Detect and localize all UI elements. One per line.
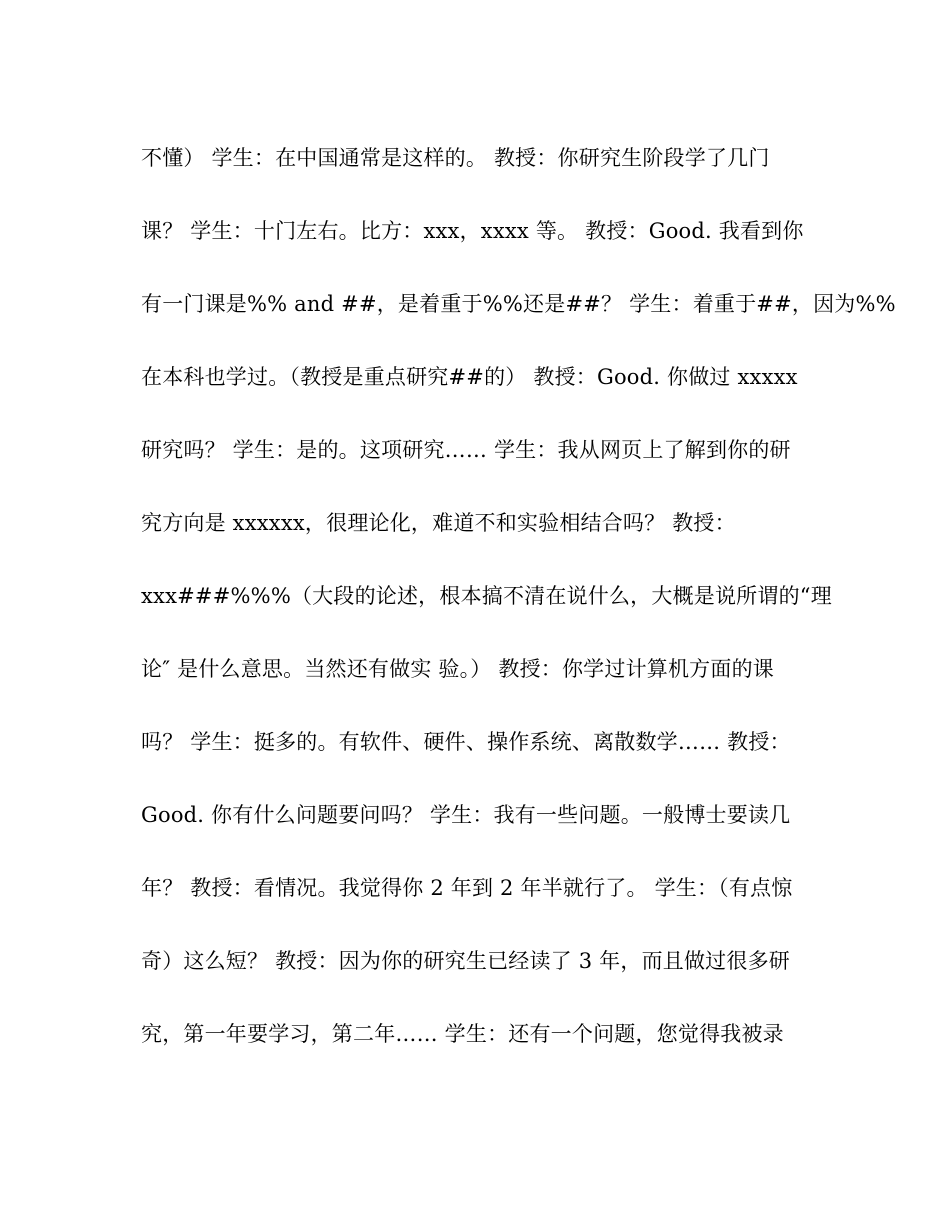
text-line: 吗？ 学生：挺多的。有软件、硬件、操作系统、离散数学…… 教授： bbox=[141, 730, 791, 754]
text-line: 不懂） 学生：在中国通常是这样的。 教授：你研究生阶段学了几门 bbox=[141, 146, 770, 170]
body-text bbox=[141, 136, 896, 1085]
text-line: xxx###%%%（大段的论述，根本搞不清在说什么，大概是说所谓的“理 bbox=[141, 584, 832, 608]
text-line: 研究吗？ 学生：是的。这项研究…… 学生：我从网页上了解到你的研 bbox=[141, 438, 791, 462]
text-line: 年？ 教授：看情况。我觉得你 2 年到 2 年半就行了。 学生：（有点惊 bbox=[141, 876, 793, 900]
text-line: 论″ 是什么意思。当然还有做实 验。） 教授：你学过计算机方面的课 bbox=[141, 657, 774, 681]
text-line: Good. 你有什么问题要问吗？ 学生：我有一些问题。一般博士要读几 bbox=[141, 803, 791, 827]
text-line: 究，第一年要学习，第二年…… 学生：还有一个问题，您觉得我被录 bbox=[141, 1022, 784, 1046]
text-line: 究方向是 xxxxxx，很理论化，难道不和实验相结合吗？ 教授： bbox=[141, 511, 736, 535]
text-line: 有一门课是%% and ##，是着重于%%还是##？ 学生：着重于##，因为%% bbox=[141, 292, 896, 316]
text-line: 奇）这么短？ 教授：因为你的研究生已经读了 3 年，而且做过很多研 bbox=[141, 949, 790, 973]
text-line: 在本科也学过。（教授是重点研究##的） 教授：Good. 你做过 xxxxx bbox=[141, 365, 798, 389]
text-line: 课？ 学生：十门左右。比方：xxx，xxxx 等。 教授：Good. 我看到你 bbox=[141, 219, 804, 243]
